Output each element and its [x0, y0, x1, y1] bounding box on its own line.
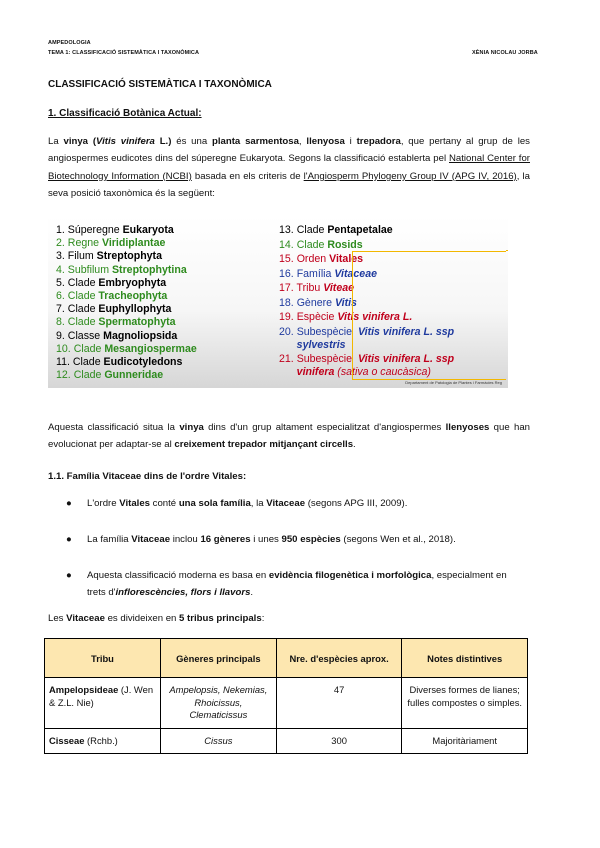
highlight-frame	[352, 251, 506, 380]
apg-reference: l'Angiosperm Phylogeny Group IV (APG IV, 2016)	[303, 170, 517, 182]
ncbi-reference: National Center for Biotechnology Information (NCBI)	[48, 153, 530, 182]
taxon-item: 19. Espècie Vitis vinifera L.	[279, 311, 413, 323]
column-header: Notes distintives	[402, 639, 528, 678]
taxon-item: 3. Filum Streptophyta	[56, 250, 162, 263]
taxon-item: 15. Orden Vitales	[279, 253, 364, 265]
tribes-intro: Les Vitaceae es divideixen en 5 tribus principals:	[48, 613, 265, 624]
topic-header: TEMA 1: CLASSIFICACIÓ SISTEMÀTICA I TAXONÒMICA	[48, 50, 200, 56]
taxon-item: 6. Clade Tracheophyta	[56, 290, 168, 302]
taxon-item: 18. Gènere Vitis	[279, 296, 357, 309]
taxon-item: 17. Tribu Viteae	[279, 282, 355, 294]
genera-cell: Cissus	[160, 728, 276, 754]
notes-cell: Diverses formes de lianes; fulles compostes o simples.	[402, 678, 528, 729]
taxon-item: 10. Clade Mesangiospermae	[56, 342, 197, 355]
taxon-item: 16. Família Vitaceae	[279, 267, 377, 280]
taxonomy-figure	[48, 216, 508, 388]
taxon-item: 1. Súperegne Eukaryota	[56, 224, 174, 236]
notes-cell: Majoritàriament	[402, 728, 528, 754]
species-cell: 300	[276, 728, 402, 754]
section-1-1-heading: 1.1. Família Vitaceae dins de l'ordre Vitales:	[48, 471, 247, 482]
taxon-item: 12. Clade Gunneridae	[56, 369, 164, 382]
author-name: XÈNIA NICOLAU JORBA	[472, 50, 538, 56]
taxon-item: 4. Subfilum Streptophytina	[56, 263, 187, 276]
taxon-item: 9. Classe Magnoliopsida	[56, 329, 178, 342]
section-1-heading: 1. Classificació Botànica Actual:	[48, 108, 202, 119]
column-header: Tribu	[45, 639, 161, 678]
taxon-item: 2. Regne Viridiplantae	[56, 237, 166, 250]
genera-cell: Ampelopsis, Nekemias, Rhoicissus, Clematicissus	[160, 678, 276, 729]
tribe-cell: Ampelopsideae (J. Wen & Z.L. Nie)	[45, 678, 161, 729]
classification-paragraph: Aquesta classificació situa la vinya dins d'un grup altament especialitzat d'angiospermes llenyoses que han evolucionat per adaptar-se al creixement trepador mitjançant circells.	[48, 422, 530, 451]
species-cell: 47	[276, 678, 402, 729]
taxon-item: 20. Subespècie Vitis vinifera L. ssp sylvestris	[279, 325, 455, 351]
tribes-table	[44, 638, 528, 754]
taxon-item: 14. Clade Rosids	[279, 238, 363, 251]
taxon-item: 13. Clade Pentapetalae	[279, 224, 393, 236]
document-title: CLASSIFICACIÓ SISTEMÀTICA I TAXONÒMICA	[48, 79, 272, 90]
taxon-item: 8. Clade Spermatophyta	[56, 316, 176, 329]
table-row	[45, 728, 528, 754]
taxon-item: 5. Clade Embryophyta	[56, 276, 167, 289]
table-header-row	[45, 639, 528, 678]
column-header: Gèneres principals	[160, 639, 276, 678]
taxon-item: 7. Clade Euphyllophyta	[56, 303, 172, 316]
tribe-cell: Cisseae (Rchb.)	[45, 728, 161, 754]
figure-source: Departament de Patologia de Plantes i Farmàcies Reg	[405, 380, 502, 385]
taxon-item: 11. Clade Eudicotyledons	[56, 356, 183, 368]
intro-paragraph: La vinya (Vitis vinifera L.) és una planta sarmentosa, llenyosa i trepadora, que pertany al grup de les angiospermes eudicotes dins del súperegne Eukaryota. Segons la classificació establerta pel National Center for Biotechnology Information (NCBI) basada en els criteris de l'Angiosperm Phylogeny Group IV (APG IV, 2016), la seva posició taxonòmica és la següent:	[48, 136, 530, 200]
course-name: AMPEDOLOGIA	[48, 40, 91, 46]
table-row	[45, 678, 528, 729]
taxon-item: 21. Subespècie Vitis vinifera L. ssp vinifera (sativa o caucàsica)	[279, 352, 455, 378]
column-header: Nre. d'espècies aprox.	[276, 639, 402, 678]
